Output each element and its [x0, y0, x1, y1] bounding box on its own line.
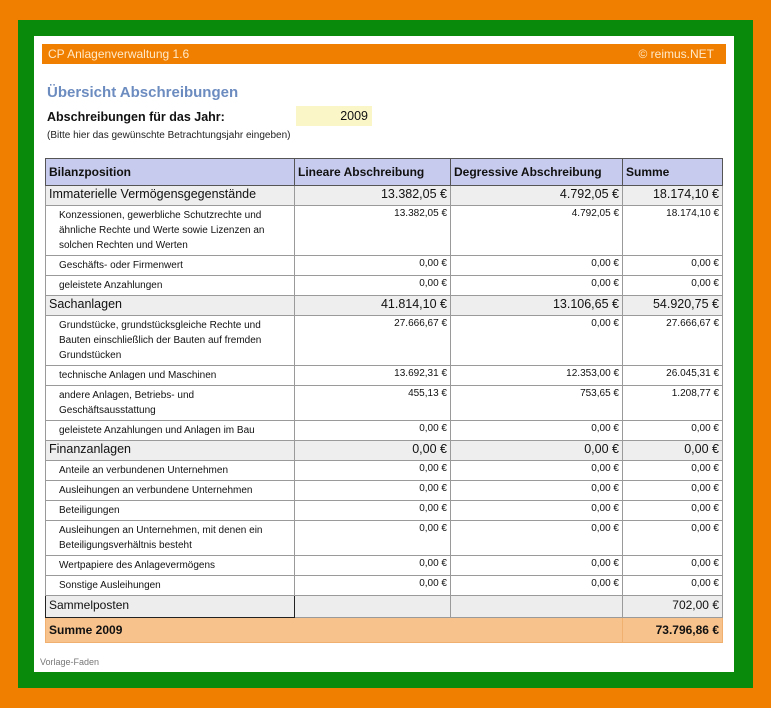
cell[interactable]: Geschäfts- oder Firmenwert — [46, 256, 295, 276]
cell[interactable]: 0,00 € — [623, 576, 723, 596]
cell[interactable]: 13.692,31 € — [295, 366, 451, 386]
year-label: Abschreibungen für das Jahr: — [47, 110, 225, 124]
cell[interactable]: Anteile an verbundenen Unternehmen — [46, 461, 295, 481]
table-row — [46, 521, 723, 556]
year-input-cell[interactable]: 2009 — [296, 106, 372, 126]
table-row — [46, 481, 723, 501]
cell[interactable]: 702,00 € — [623, 596, 723, 618]
cell[interactable]: 0,00 € — [623, 521, 723, 556]
cell[interactable]: 0,00 € — [451, 276, 623, 296]
cell[interactable]: 0,00 € — [295, 521, 451, 556]
cell[interactable]: 4.792,05 € — [451, 186, 623, 206]
spreadsheet-sheet — [34, 36, 734, 672]
column-header[interactable]: Bilanzposition — [46, 159, 295, 186]
cell[interactable]: Ausleihungen an Unternehmen, mit denen ein Beteiligungsverhältnis besteht — [46, 521, 295, 556]
year-hint: (Bitte hier das gewünschte Betrachtungsjahr eingeben) — [47, 130, 291, 141]
cell[interactable]: Wertpapiere des Anlagevermögens — [46, 556, 295, 576]
table-row — [46, 276, 723, 296]
table-row — [46, 576, 723, 596]
group-row — [46, 186, 723, 206]
cell[interactable]: Sonstige Ausleihungen — [46, 576, 295, 596]
copyright-label: © reimus.NET — [638, 47, 714, 61]
cell[interactable]: 0,00 € — [623, 481, 723, 501]
table-header-row — [46, 159, 723, 186]
watermark-text: Vorlage-Faden — [40, 657, 100, 667]
cell[interactable]: technische Anlagen und Maschinen — [46, 366, 295, 386]
cell[interactable]: Beteiligungen — [46, 501, 295, 521]
cell[interactable]: 1.208,77 € — [623, 386, 723, 421]
total-label[interactable]: Summe 2009 — [46, 618, 623, 643]
cell[interactable]: 54.920,75 € — [623, 296, 723, 316]
cell[interactable]: 0,00 € — [623, 276, 723, 296]
cell[interactable]: 0,00 € — [451, 461, 623, 481]
table-row — [46, 461, 723, 481]
column-header[interactable]: Lineare Abschreibung — [295, 159, 451, 186]
table-row — [46, 556, 723, 576]
table-row — [46, 501, 723, 521]
cell[interactable]: 13.382,05 € — [295, 206, 451, 256]
cell[interactable] — [295, 596, 451, 618]
table-row — [46, 366, 723, 386]
cell[interactable]: 13.382,05 € — [295, 186, 451, 206]
cell[interactable]: 0,00 € — [623, 556, 723, 576]
cell[interactable]: 26.045,31 € — [623, 366, 723, 386]
table-row — [46, 421, 723, 441]
cell[interactable]: 0,00 € — [623, 441, 723, 461]
cell[interactable]: geleistete Anzahlungen und Anlagen im Bau — [46, 421, 295, 441]
group-row — [46, 296, 723, 316]
cell[interactable]: 0,00 € — [295, 556, 451, 576]
cell[interactable]: 13.106,65 € — [451, 296, 623, 316]
cell[interactable]: 0,00 € — [295, 461, 451, 481]
cell[interactable]: Ausleihungen an verbundene Unternehmen — [46, 481, 295, 501]
cell[interactable]: 0,00 € — [451, 441, 623, 461]
table-row — [46, 206, 723, 256]
selected-cell[interactable]: Sammelposten — [46, 596, 295, 618]
column-header[interactable]: Summe — [623, 159, 723, 186]
cell[interactable]: 0,00 € — [451, 556, 623, 576]
cell[interactable]: Konzessionen, gewerbliche Schutzrechte und ähnliche Rechte und Werte sowie Lizenzen an solchen Rechten und Werten — [46, 206, 295, 256]
cell[interactable]: 0,00 € — [295, 481, 451, 501]
total-row — [46, 618, 723, 643]
cell[interactable]: 0,00 € — [451, 256, 623, 276]
cell[interactable]: 0,00 € — [451, 421, 623, 441]
cell[interactable]: 455,13 € — [295, 386, 451, 421]
page-title: Übersicht Abschreibungen — [47, 84, 239, 101]
cell[interactable]: 0,00 € — [623, 501, 723, 521]
cell[interactable]: 0,00 € — [295, 421, 451, 441]
cell[interactable] — [451, 596, 623, 618]
cell[interactable]: Immaterielle Vermögensgegenstände — [46, 186, 295, 206]
cell[interactable]: 0,00 € — [623, 256, 723, 276]
cell[interactable]: Finanzanlagen — [46, 441, 295, 461]
cell[interactable]: Grundstücke, grundstücksgleiche Rechte und Bauten einschließlich der Bauten auf fremden Grundstücken — [46, 316, 295, 366]
group-row — [46, 441, 723, 461]
cell[interactable]: 18.174,10 € — [623, 206, 723, 256]
cell[interactable]: 0,00 € — [451, 316, 623, 366]
total-value[interactable]: 73.796,86 € — [623, 618, 723, 643]
cell[interactable]: 12.353,00 € — [451, 366, 623, 386]
cell[interactable]: 0,00 € — [451, 521, 623, 556]
cell[interactable]: andere Anlagen, Betriebs- und Geschäftsausstattung — [46, 386, 295, 421]
cell[interactable]: 27.666,67 € — [295, 316, 451, 366]
cell[interactable]: 4.792,05 € — [451, 206, 623, 256]
title-bar — [42, 44, 726, 64]
cell[interactable]: 0,00 € — [451, 501, 623, 521]
cell[interactable]: 18.174,10 € — [623, 186, 723, 206]
cell[interactable]: 0,00 € — [295, 576, 451, 596]
table-row — [46, 386, 723, 421]
cell[interactable]: 0,00 € — [451, 576, 623, 596]
cell[interactable]: 0,00 € — [623, 421, 723, 441]
cell[interactable]: 753,65 € — [451, 386, 623, 421]
app-title: CP Anlagenverwaltung 1.6 — [48, 47, 190, 61]
cell[interactable]: 0,00 € — [295, 256, 451, 276]
cell[interactable]: 0,00 € — [623, 461, 723, 481]
cell[interactable]: 27.666,67 € — [623, 316, 723, 366]
depreciation-table — [45, 158, 723, 643]
column-header[interactable]: Degressive Abschreibung — [451, 159, 623, 186]
cell[interactable]: Sachanlagen — [46, 296, 295, 316]
sammelposten-row — [46, 596, 723, 618]
table-row — [46, 256, 723, 276]
table-row — [46, 316, 723, 366]
cell[interactable]: 41.814,10 € — [295, 296, 451, 316]
cell[interactable]: geleistete Anzahlungen — [46, 276, 295, 296]
cell[interactable]: 0,00 € — [295, 276, 451, 296]
cell[interactable]: 0,00 € — [451, 481, 623, 501]
cell[interactable]: 0,00 € — [295, 441, 451, 461]
cell[interactable]: 0,00 € — [295, 501, 451, 521]
